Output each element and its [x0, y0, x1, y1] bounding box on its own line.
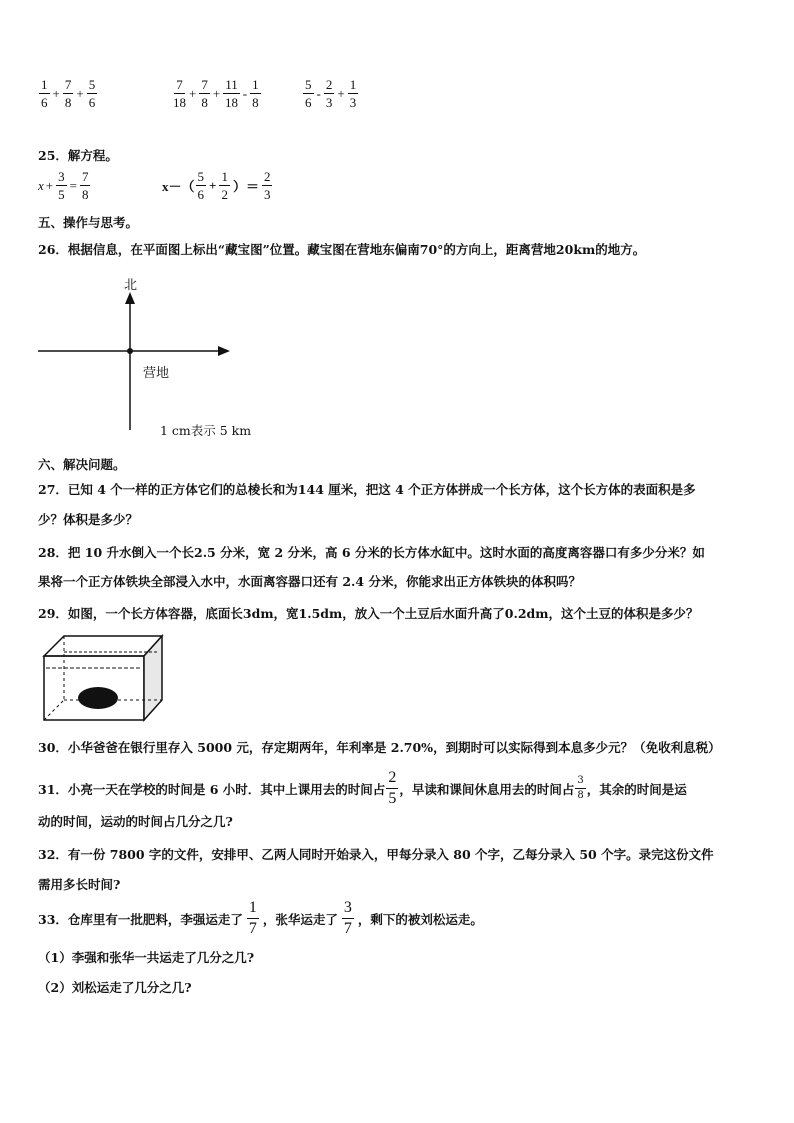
- q33-sub1: （1）李强和张华一共运走了几分之几?: [38, 950, 255, 965]
- denominator: 7: [343, 920, 352, 937]
- numerator: 2: [325, 77, 333, 92]
- denominator: 3: [349, 95, 357, 110]
- denominator: 18: [173, 95, 186, 110]
- container-side: [144, 636, 162, 720]
- numerator: 3: [342, 900, 354, 919]
- denominator: 8: [201, 95, 208, 110]
- numerator: 3: [58, 169, 65, 184]
- north-arrow-icon: [125, 292, 135, 304]
- numerator: 5: [88, 77, 96, 92]
- numerator: 7: [64, 77, 72, 92]
- numerator: 1: [247, 900, 259, 919]
- expression-1: [38, 78, 98, 109]
- operator: +: [189, 85, 197, 101]
- compass-diagram: [30, 270, 250, 440]
- container-figure: [38, 630, 168, 726]
- denominator: 6: [41, 95, 48, 110]
- q31-line2: 动的时间，运动的时间占几分之几?: [38, 814, 233, 829]
- numerator: 7: [201, 77, 208, 92]
- close-paren-equals: ）＝: [232, 179, 259, 194]
- numerator: 11: [225, 77, 238, 92]
- denominator: 18: [224, 95, 238, 110]
- denominator: 6: [88, 95, 96, 110]
- q27-line2: 少？体积是多少？: [38, 512, 139, 527]
- q31-text-part3: ，其余的时间是运: [586, 781, 687, 797]
- denominator: 2: [221, 187, 228, 202]
- denominator: 8: [252, 95, 259, 110]
- denominator: 8: [64, 95, 72, 110]
- q33-line1: [38, 900, 483, 937]
- container-top: [44, 636, 162, 656]
- section-5-heading: 五、操作与思考。: [38, 215, 139, 230]
- q27-line1: 27．已知 4 个一样的正方体它们的总棱长和为144 厘米，把这 4 个正方体拼成一个长方体，这个长方体的表面积是多: [38, 482, 696, 497]
- q31-text-part2: ，早读和课间休息用去的时间占: [399, 781, 575, 797]
- denominator: 6: [197, 187, 205, 202]
- operator: +: [337, 85, 345, 101]
- variable-x: x－（: [162, 179, 195, 194]
- q31-line1: [38, 770, 687, 807]
- denominator: 6: [305, 95, 312, 110]
- numerator: 1: [41, 77, 48, 92]
- potato: [78, 687, 118, 709]
- variable-x: x: [38, 177, 44, 193]
- q31-text-part1: 31．小亮一天在学校的时间是 6 小时．其中上课用去的时间占: [38, 781, 386, 797]
- q26-text: 26．根据信息，在平面图上标出“藏宝图”位置。藏宝图在营地东偏南70°的方向上，距离营地20km的地方。: [38, 242, 646, 257]
- scale-label: 1 cm表示 5 km: [160, 423, 252, 438]
- q32-line1: 32．有一份 7800 字的文件，安排甲、乙两人同时开始录入，甲每分录入 80 个字，乙每分录入 50 个字。录完这份文件: [38, 847, 714, 862]
- numerator: 2: [386, 770, 398, 789]
- numerator: 5: [197, 169, 205, 184]
- denominator: 7: [248, 920, 257, 937]
- numerator: 7: [81, 169, 89, 184]
- denominator: 8: [81, 187, 89, 202]
- numerator: 2: [263, 169, 271, 184]
- denominator: 3: [325, 95, 333, 110]
- camp-label: 营地: [143, 366, 170, 381]
- equation-2: [162, 170, 273, 201]
- numerator: 1: [349, 77, 357, 92]
- expression-2: [172, 78, 262, 109]
- numerator: 1: [221, 169, 228, 184]
- operator: +: [45, 177, 54, 193]
- q32-line2: 需用多长时间?: [38, 877, 121, 892]
- camp-point: [127, 348, 133, 354]
- q25-title: 25．解方程。: [38, 148, 118, 163]
- expression-3: [302, 78, 359, 109]
- section-6-heading: 六、解决问题。: [38, 457, 126, 472]
- numerator: 5: [305, 77, 312, 92]
- denominator: 5: [58, 187, 65, 202]
- operator: +: [212, 85, 221, 101]
- q29-text: 29．如图，一个长方体容器，底面长3dm，宽1.5dm，放入一个土豆后水面升高了0.2dm，这个土豆的体积是多少？: [38, 606, 699, 621]
- denominator: 3: [263, 187, 271, 202]
- denominator: 8: [577, 790, 584, 801]
- equals-sign: =: [69, 177, 77, 193]
- equation-1: [38, 170, 91, 201]
- hidden-edge: [44, 700, 64, 720]
- q28-line2: 果将一个正方体铁块全部浸入水中，水面离容器口还有 2.4 分米，你能求出正方体铁块的体积吗？: [38, 574, 581, 589]
- operator: -: [242, 85, 248, 101]
- numerator: 7: [176, 77, 183, 92]
- q33-text-part3: ，剩下的被刘松运走。: [357, 911, 483, 927]
- operator: +: [52, 85, 60, 101]
- operator: -: [316, 85, 321, 101]
- operator: +: [76, 85, 84, 101]
- denominator: 5: [388, 790, 397, 807]
- q30-text: 30．小华爸爸在银行里存入 5000 元，存定期两年，年利率是 2.70%，到期时可以实际得到本息多少元？（免收利息税）: [38, 740, 721, 755]
- q33-sub2: （2）刘松运走了几分之几?: [38, 980, 192, 995]
- north-label: 北: [124, 278, 138, 293]
- numerator: 1: [252, 77, 259, 92]
- q28-line1: 28．把 10 升水倒入一个长2.5 分米，宽 2 分米，高 6 分米的长方体水缸中。这时水面的高度离容器口有多少分米？如: [38, 545, 705, 560]
- east-arrow-icon: [218, 346, 230, 356]
- q33-text-part2: ，张华运走了: [262, 911, 338, 927]
- numerator: 3: [575, 776, 585, 789]
- operator: +: [209, 177, 217, 193]
- q33-text-part1: 33．仓库里有一批肥料，李强运走了: [38, 911, 243, 927]
